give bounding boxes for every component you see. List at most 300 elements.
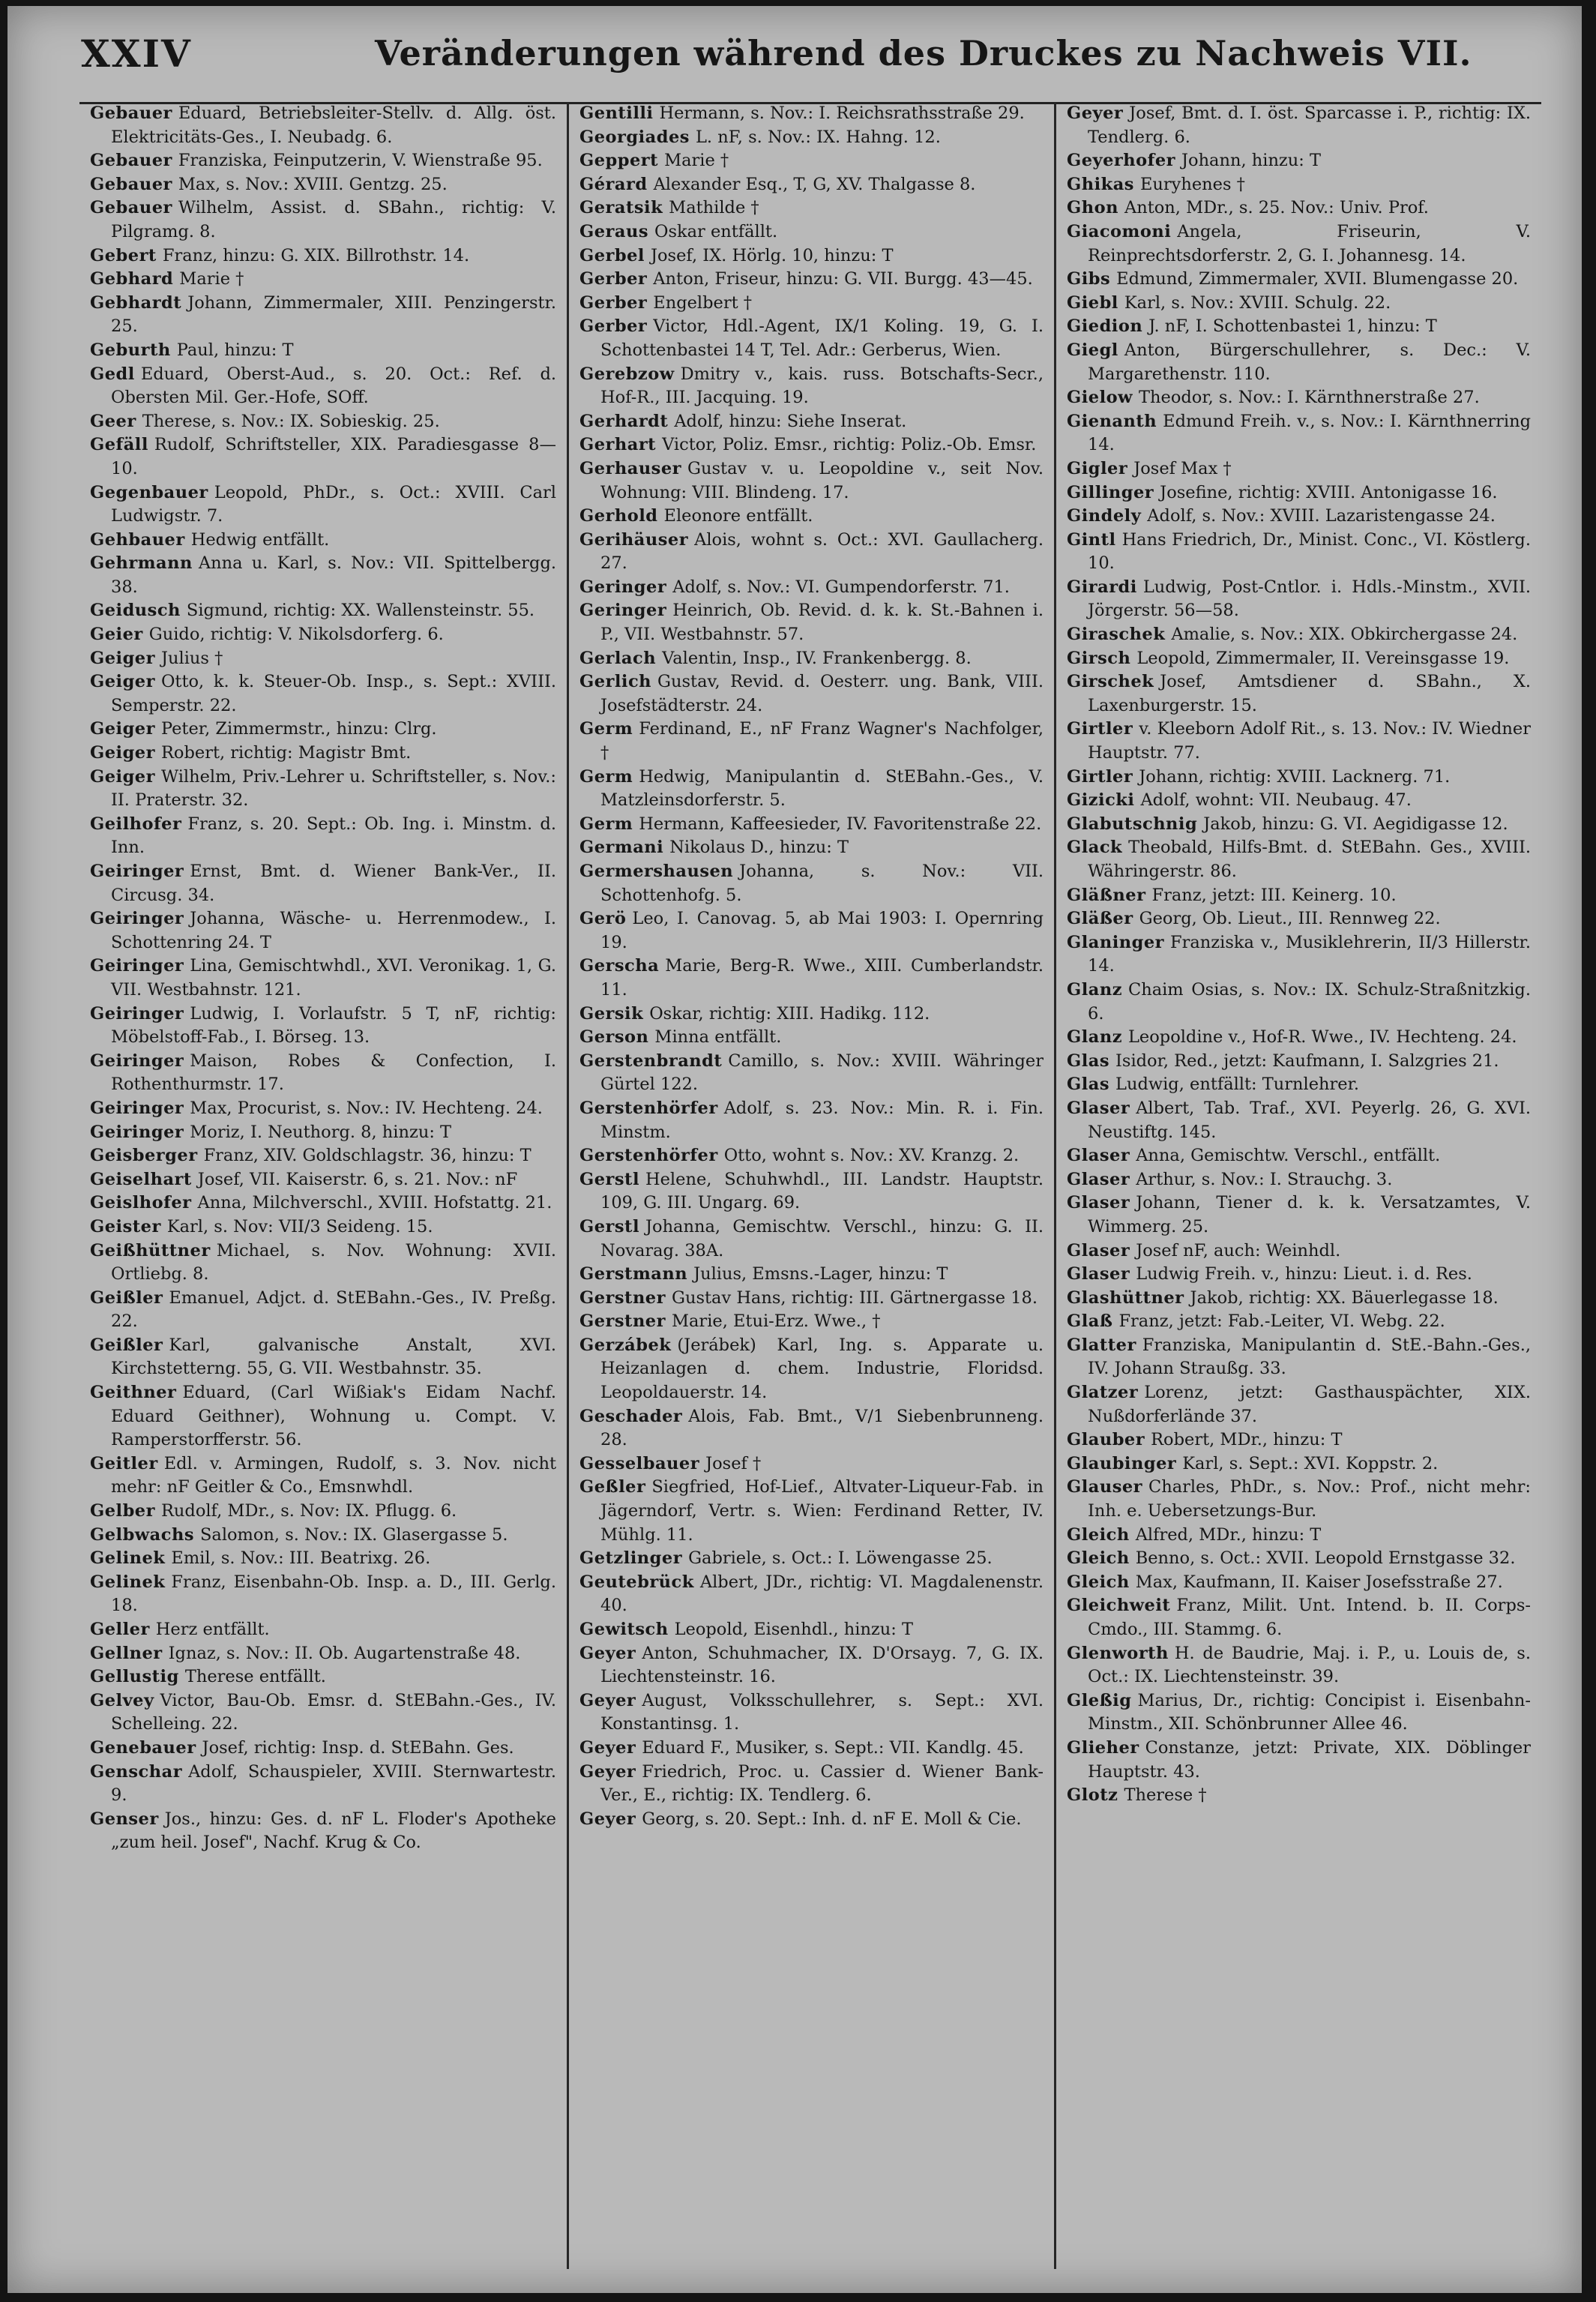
entry-surname: Geyer (1067, 103, 1124, 123)
entry-surname: Geiringer (90, 862, 184, 881)
entry-details: Edmund, Zimmermaler, XVII. Blumengasse 20. (1116, 269, 1519, 289)
entry-surname: Gerebzow (579, 364, 675, 384)
entry-details: Franz, s. 20. Sept.: Ob. Ing. i. Minstm. d. Inn. (111, 814, 556, 858)
directory-entry (1067, 1026, 1531, 1050)
directory-entry (579, 220, 1044, 244)
entry-details: Alois, Fab. Bmt., V/1 Siebenbrunneng. 28. (600, 1406, 1044, 1450)
entry-surname: Gintl (1067, 529, 1116, 550)
directory-entry (1067, 979, 1531, 1026)
entry-details: Oskar entfällt. (654, 221, 778, 241)
entry-surname: Girtler (1067, 766, 1133, 787)
entry-details: Leopold, Eisenhdl., hinzu: T (674, 1620, 914, 1639)
entry-details: Johann, hinzu: T (1181, 151, 1322, 171)
entry-surname: Gentilli (579, 103, 654, 123)
directory-entry (90, 766, 556, 813)
entry-details: Ignaz, s. Nov.: II. Ob. Augartenstraße 48. (168, 1643, 521, 1663)
entry-details: Gustav Hans, richtig: III. Gärtnergasse 18. (671, 1287, 1038, 1308)
directory-entry (579, 1168, 1044, 1215)
entry-details: Josef Max † (1133, 458, 1232, 478)
directory-entry (1067, 386, 1531, 410)
directory-entry (1067, 576, 1531, 623)
directory-entry (1067, 149, 1531, 173)
entry-surname: Geutebrück (579, 1572, 694, 1592)
directory-entry (579, 1097, 1044, 1144)
entry-surname: Geiringer (90, 1122, 184, 1142)
entry-details: Marius, Dr., richtig: Concipist i. Eisenbahn-Minstm., XII. Schönbrunner Allee 46. (1088, 1690, 1531, 1734)
directory-entry (90, 1144, 556, 1168)
entry-surname: Geppert (579, 151, 659, 171)
entry-surname: Gibs (1067, 269, 1111, 289)
directory-entry (579, 1287, 1044, 1311)
entry-surname: Geratsik (579, 198, 663, 218)
entry-surname: Glatter (1067, 1335, 1136, 1355)
entry-details: Wilhelm, Assist. d. SBahn., richtig: V. Pilgramg. 8. (111, 198, 556, 241)
entry-surname: Geiringer (90, 956, 184, 976)
directory-entry (579, 1761, 1044, 1808)
directory-entry (579, 1808, 1044, 1832)
directory-entry (1067, 1524, 1531, 1548)
entry-surname: Geyer (579, 1761, 636, 1782)
entry-surname: Gerson (579, 1027, 649, 1048)
directory-entry (1067, 1452, 1531, 1476)
entry-surname: Gleich (1067, 1572, 1130, 1592)
entry-details: Dmitry v., kais. russ. Botschafts-Secr., Hof-R., III. Jacquing. 19. (600, 364, 1044, 408)
directory-entry (579, 1737, 1044, 1761)
entry-details: Constanze, jetzt: Private, XIX. Döblinger Hauptstr. 43. (1088, 1737, 1531, 1782)
entry-details: Eduard F., Musiker, s. Sept.: VII. Kandlg. 45. (642, 1737, 1024, 1758)
entry-details: Robert, MDr., hinzu: T (1151, 1430, 1343, 1450)
entry-surname: Geißler (90, 1335, 163, 1355)
entry-surname: Gebhard (90, 269, 174, 289)
entry-surname: Gerstner (579, 1311, 666, 1332)
entry-surname: Girtler (1067, 719, 1133, 739)
entry-details: Chaim Osias, s. Nov.: IX. Schulz-Straßnitzkig. 6. (1088, 979, 1531, 1024)
directory-entry (90, 718, 556, 742)
entry-surname: Gebauer (90, 103, 172, 123)
directory-entry (1067, 670, 1531, 718)
entry-details: Robert, richtig: Magistr Bmt. (160, 743, 412, 763)
directory-entry (1067, 766, 1531, 790)
entry-surname: Geringer (579, 601, 667, 621)
entry-surname: Glotz (1067, 1785, 1118, 1806)
entry-surname: Germershausen (579, 862, 734, 881)
entry-details: Minna entfällt. (654, 1027, 782, 1048)
directory-entry (579, 766, 1044, 813)
entry-details: Franziska, Manipulantin d. StE.-Bahn.-Ges., IV. Johann Straußg. 33. (1088, 1335, 1531, 1379)
directory-entry (579, 1452, 1044, 1476)
entry-surname: Gelvey (90, 1690, 154, 1710)
entry-details: Anton, Bürgerschullehrer, s. Dec.: V. Margarethenstr. 110. (1088, 340, 1531, 384)
entry-details: Max, s. Nov.: XVIII. Gentzg. 25. (178, 174, 448, 194)
entry-surname: Geburth (90, 340, 171, 360)
entry-surname: Gerstenhörfer (579, 1146, 718, 1166)
entry-surname: Girardi (1067, 577, 1137, 597)
entry-details: Alexander Esq., T, G, XV. Thalgasse 8. (653, 174, 976, 194)
entry-surname: Gebauer (90, 198, 172, 218)
entry-details: Albert, JDr., richtig: VI. Magdalenenstr. 40. (600, 1572, 1044, 1616)
entry-details: Herz entfällt. (155, 1620, 270, 1639)
entry-surname: Gerhold (579, 506, 658, 526)
entry-details: Adolf, s. Nov.: XVIII. Lazaristengasse 24. (1147, 506, 1496, 526)
entry-details: Josef, IX. Hörlg. 10, hinzu: T (650, 245, 894, 265)
directory-entry (90, 1571, 556, 1618)
entry-details: Paul, hinzu: T (176, 340, 294, 360)
entry-details: Arthur, s. Nov.: I. Strauchg. 3. (1136, 1169, 1393, 1189)
entry-surname: Gindely (1067, 506, 1142, 526)
entry-surname: Giraschek (1067, 625, 1166, 645)
entry-details: Camillo, s. Nov.: XVIII. Währinger Gürtel 122. (600, 1051, 1044, 1095)
directory-entry (90, 1642, 556, 1666)
entry-surname: Glas (1067, 1051, 1110, 1071)
entry-surname: Gerö (579, 909, 627, 929)
entry-details: Benno, s. Oct.: XVII. Leopold Ernstgasse 32. (1135, 1548, 1516, 1569)
entry-surname: Germ (579, 719, 633, 739)
entry-details: Jakob, hinzu: G. VI. Aegidigasse 12. (1203, 814, 1508, 834)
entry-details: Ernst, Bmt. d. Wiener Bank-Ver., II. Circusg. 34. (111, 862, 556, 905)
entry-surname: Germani (579, 838, 664, 858)
entry-surname: Gedl (90, 364, 135, 384)
entry-surname: Geyer (579, 1690, 636, 1710)
directory-entry (1067, 1476, 1531, 1523)
entry-surname: Giebl (1067, 292, 1118, 313)
entry-details: Adolf, s. Nov.: VI. Gumpendorferstr. 71. (672, 577, 1010, 597)
entry-surname: Gerber (579, 269, 648, 289)
entry-surname: Geiger (90, 648, 155, 668)
entry-details: Anton, MDr., s. 25. Nov.: Univ. Prof. (1124, 198, 1429, 218)
column-middle (567, 102, 1054, 2269)
entry-details: Georg, Ob. Lieut., III. Rennweg 22. (1139, 909, 1441, 929)
directory-entry (90, 552, 556, 599)
directory-entry (90, 1097, 556, 1121)
entry-details: Franz, hinzu: G. XIX. Billrothstr. 14. (162, 245, 470, 265)
entry-details: Ludwig Freih. v., hinzu: Lieut. i. d. Res. (1136, 1264, 1472, 1284)
entry-details: Valentin, Insp., IV. Frankenbergg. 8. (662, 648, 972, 668)
entry-details: Adolf, Schauspieler, XVIII. Sternwartestr. 9. (111, 1761, 556, 1806)
entry-surname: Geiringer (90, 1098, 184, 1118)
entry-surname: Genebauer (90, 1737, 196, 1758)
directory-entry (1067, 907, 1531, 931)
directory-entry (579, 1026, 1044, 1050)
directory-entry (1067, 1381, 1531, 1428)
directory-entry (1067, 173, 1531, 197)
entry-surname: Glack (1067, 838, 1123, 858)
entry-details: Anna, Gemischtw. Verschl., entfällt. (1136, 1146, 1441, 1166)
entry-surname: Gelinek (90, 1572, 166, 1592)
entry-surname: Germ (579, 766, 633, 787)
directory-entry (1067, 220, 1531, 268)
directory-entry (579, 1215, 1044, 1263)
entry-surname: Gehrmann (90, 553, 193, 574)
directory-entry (90, 813, 556, 860)
entry-surname: Geithner (90, 1383, 177, 1403)
entry-surname: Glanz (1067, 1027, 1122, 1048)
entry-surname: Geißhüttner (90, 1240, 211, 1260)
entry-details: Helene, Schuhwhdl., III. Landstr. Hauptstr. 109, G. III. Ungarg. 69. (600, 1169, 1044, 1213)
directory-entry (90, 339, 556, 363)
entry-surname: Gersik (579, 1003, 644, 1024)
entry-details: Isidor, Red., jetzt: Kaufmann, I. Salzgries 21. (1115, 1051, 1499, 1071)
directory-entry (90, 244, 556, 268)
entry-details: Georg, s. 20. Sept.: Inh. d. nF E. Moll & Cie. (642, 1809, 1022, 1829)
entry-surname: Geßler (579, 1477, 646, 1497)
entry-surname: Glaninger (1067, 932, 1165, 952)
entry-details: Lina, Gemischtwhdl., XVI. Veronikag. 1, G. VII. Westbahnstr. 121. (111, 956, 556, 1000)
directory-entry (1067, 647, 1531, 671)
entry-surname: Gegenbauer (90, 482, 208, 502)
entry-surname: Geiger (90, 672, 155, 692)
entry-details: Otto, k. k. Steuer-Ob. Insp., s. Sept.: XVIII. Semperstr. 22. (111, 672, 556, 715)
entry-surname: Geller (90, 1620, 150, 1639)
directory-entry (90, 149, 556, 173)
entry-details: Mathilde † (669, 198, 759, 218)
entry-surname: Glatzer (1067, 1383, 1139, 1403)
entry-surname: Glashüttner (1067, 1287, 1184, 1308)
entry-details: Johanna, Gemischtw. Verschl., hinzu: G. II. Novarag. 38A. (600, 1216, 1044, 1260)
entry-surname: Gefäll (90, 435, 148, 455)
entry-surname: Glaser (1067, 1098, 1130, 1118)
entry-surname: Gerlich (579, 672, 652, 692)
entry-surname: Geidusch (90, 601, 181, 621)
entry-details: Maison, Robes & Confection, I. Rothenthurmstr. 17. (111, 1051, 556, 1095)
directory-entry (90, 1381, 556, 1452)
entry-details: Eduard, Betriebsleiter-Stellv. d. Allg. öst. Elektricitäts-Ges., I. Neubadg. 6. (111, 103, 556, 147)
directory-entry (90, 1547, 556, 1571)
entry-details: Siegfried, Hof-Lief., Altvater-Liqueur-Fab. in Jägerndorf, Vertr. s. Wien: Ferdinand Retter, IV. Mühlg. 11. (600, 1477, 1044, 1545)
directory-entry (90, 860, 556, 907)
entry-surname: Gerhauser (579, 458, 682, 478)
directory-entry (90, 1524, 556, 1548)
directory-entry (90, 1003, 556, 1050)
entry-surname: Ghikas (1067, 174, 1134, 194)
entry-surname: Georgiades (579, 127, 690, 147)
directory-entry (90, 1239, 556, 1287)
entry-details: Anton, Friseur, hinzu: G. VII. Burgg. 43—45. (653, 269, 1033, 289)
directory-entry (579, 860, 1044, 907)
entry-surname: Glaser (1067, 1240, 1130, 1260)
entry-surname: Gehbauer (90, 529, 185, 550)
entry-details: Alois, wohnt s. Oct.: XVI. Gaullacherg. 27. (600, 529, 1044, 574)
entry-details: Ferdinand, E., nF Franz Wagner's Nachfolger, † (600, 719, 1044, 763)
directory-entry (90, 1500, 556, 1524)
directory-entry (90, 481, 556, 529)
entry-details: Josef, richtig: Insp. d. StEBahn. Ges. (202, 1737, 514, 1758)
directory-entry (1067, 1310, 1531, 1334)
entry-surname: Gewitsch (579, 1620, 669, 1639)
entry-details: Franz, jetzt: Fab.-Leiter, VI. Webg. 22. (1118, 1311, 1445, 1332)
entry-surname: Gerstner (579, 1287, 666, 1308)
entry-surname: Geiger (90, 766, 155, 787)
directory-entry (579, 1642, 1044, 1689)
directory-entry (1067, 410, 1531, 457)
entry-surname: Geschader (579, 1406, 683, 1426)
directory-entry (1067, 505, 1531, 529)
directory-entry (579, 836, 1044, 860)
directory-entry (90, 268, 556, 292)
directory-entry (579, 1476, 1044, 1547)
directory-entry (90, 742, 556, 766)
entry-surname: Geitler (90, 1453, 158, 1473)
entry-details: Josef † (705, 1453, 762, 1473)
entry-details: Anton, Schuhmacher, IX. D'Orsayg. 7, G. IX. Liechtensteinstr. 16. (600, 1643, 1044, 1687)
entry-details: August, Volksschullehrer, s. Sept.: XVI. Konstantinsg. 1. (600, 1690, 1044, 1734)
directory-entry (579, 576, 1044, 600)
entry-surname: Geyer (579, 1643, 636, 1663)
entry-details: Rudolf, MDr., s. Nov: IX. Pflugg. 6. (160, 1501, 457, 1521)
entry-details: Ludwig, entfällt: Turnlehrer. (1115, 1075, 1360, 1095)
directory-entry (90, 1737, 556, 1761)
entry-details: Karl, s. Sept.: XVI. Koppstr. 2. (1182, 1453, 1439, 1473)
directory-entry (579, 1547, 1044, 1571)
directory-entry (579, 457, 1044, 505)
directory-entry (1067, 623, 1531, 647)
page-header (7, 21, 1582, 96)
running-title: Veränderungen während des Druckes zu Nachweis VII. (375, 33, 1472, 73)
entry-surname: Gellner (90, 1643, 163, 1663)
directory-entry (579, 149, 1044, 173)
directory-entry (90, 1334, 556, 1381)
entry-surname: Geyer (579, 1809, 636, 1829)
entry-details: Max, Procurist, s. Nov.: IV. Hechteng. 24. (190, 1098, 543, 1118)
directory-entry (1067, 1287, 1531, 1311)
entry-details: Josefine, richtig: XVIII. Antonigasse 16. (1160, 482, 1498, 502)
entry-surname: Glaß (1067, 1311, 1113, 1332)
entry-details: L. nF, s. Nov.: IX. Hahng. 12. (695, 127, 941, 147)
entry-surname: Ghon (1067, 198, 1118, 218)
directory-entry (1067, 292, 1531, 316)
directory-entry (90, 433, 556, 481)
entry-details: Eduard, (Carl Wißiak's Eidam Nachf. Eduard Geithner), Wohnung u. Compt. V. Ramperstorfferstr. 56. (111, 1383, 556, 1450)
entry-surname: Gerbel (579, 245, 645, 265)
entry-surname: Geraus (579, 221, 648, 241)
entry-details: Marie † (179, 269, 244, 289)
directory-entry (1067, 1547, 1531, 1571)
entry-surname: Geyer (579, 1737, 636, 1758)
directory-entry (1067, 1263, 1531, 1287)
entry-details: (Jerábek) Karl, Ing. s. Apparate u. Heizanlagen d. chem. Industrie, Floridsd. Leopoldauerstr. 14. (600, 1335, 1044, 1403)
directory-entry (1067, 1737, 1531, 1784)
directory-entry (1067, 529, 1531, 576)
entry-surname: Glaubinger (1067, 1453, 1177, 1473)
entry-details: Victor, Bau-Ob. Emsr. d. StEBahn.-Ges., IV. Schelleing. 22. (111, 1690, 556, 1734)
entry-details: Sigmund, richtig: XX. Wallensteinstr. 55. (186, 601, 535, 621)
entry-details: Victor, Poliz. Emsr., richtig: Poliz.-Ob. Emsr. (662, 435, 1037, 455)
entry-surname: Girschek (1067, 672, 1154, 692)
directory-entry (579, 433, 1044, 457)
directory-entry (1067, 1571, 1531, 1595)
entry-details: Karl, s. Nov.: XVIII. Schulg. 22. (1124, 292, 1391, 313)
entry-details: Angela, Friseurin, V. Reinprechtsdorferstr. 2, G. I. Johannesg. 14. (1088, 221, 1531, 265)
directory-entry (90, 1618, 556, 1642)
directory-entry (90, 1452, 556, 1500)
entry-details: Johann, Zimmermaler, XIII. Penzingerstr. 25. (111, 292, 556, 337)
directory-entry (90, 529, 556, 553)
directory-entry (1067, 1097, 1531, 1144)
directory-entry (90, 623, 556, 647)
directory-entry (1067, 102, 1531, 149)
entry-details: Victor, Hdl.-Agent, IX/1 Koling. 19, G. I. Schottenbastei 14 T, Tel. Adr.: Gerberus, Wien. (600, 316, 1044, 360)
directory-entry (90, 907, 556, 955)
directory-entry (90, 599, 556, 623)
directory-entry (1067, 836, 1531, 883)
entry-surname: Glauber (1067, 1430, 1145, 1450)
entry-surname: Giedion (1067, 316, 1143, 337)
entry-details: Franz, Eisenbahn-Ob. Insp. a. D., III. Gerlg. 18. (111, 1572, 556, 1616)
entry-details: Adolf, s. 23. Nov.: Min. R. i. Fin. Minstm. (600, 1098, 1044, 1142)
directory-entry (1067, 1642, 1531, 1689)
entry-surname: Gerhardt (579, 411, 669, 431)
entry-surname: Genschar (90, 1761, 183, 1782)
entry-details: Hedwig entfällt. (190, 529, 330, 550)
entry-details: J. nF, I. Schottenbastei 1, hinzu: T (1148, 316, 1437, 337)
entry-details: Max, Kaufmann, II. Kaiser Josefsstraße 27. (1135, 1572, 1503, 1592)
entry-details: Jos., hinzu: Ges. d. nF L. Floder's Apotheke „zum heil. Josef", Nachf. Krug & Co. (111, 1809, 556, 1853)
entry-surname: Glaser (1067, 1264, 1130, 1284)
entry-surname: Giacomoni (1067, 221, 1172, 241)
entry-details: Johann, Tiener d. k. k. Versatzamtes, V. Wimmerg. 25. (1088, 1193, 1531, 1236)
entry-details: Franziska, Feinputzerin, V. Wienstraße 95. (178, 151, 543, 171)
entry-details: Gustav v. u. Leopoldine v., seit Nov. Wohnung: VIII. Blindeng. 17. (600, 458, 1044, 502)
directory-entry (90, 292, 556, 339)
entry-details: Gustav, Revid. d. Oesterr. ung. Bank, VIII. Josefstädterstr. 24. (600, 672, 1044, 715)
entry-surname: Glanz (1067, 979, 1122, 1000)
directory-entry (579, 315, 1044, 362)
directory-entry (579, 102, 1044, 126)
entry-details: Leopold, Zimmermaler, II. Vereinsgasse 19. (1136, 648, 1510, 668)
directory-entry (579, 718, 1044, 765)
directory-entry (1067, 789, 1531, 813)
entry-surname: Gebauer (90, 151, 172, 171)
directory-entry (579, 268, 1044, 292)
entry-details: v. Kleeborn Adolf Rit., s. 13. Nov.: IV. Wiedner Hauptstr. 77. (1088, 719, 1531, 763)
directory-entry (90, 955, 556, 1002)
entry-surname: Geiringer (90, 1003, 184, 1024)
entry-details: Therese † (1124, 1785, 1207, 1806)
entry-details: Karl, galvanische Anstalt, XVI. Kirchstetterng. 55, G. VII. Westbahnstr. 35. (111, 1335, 556, 1379)
entry-details: Therese entfällt. (184, 1667, 326, 1687)
entry-details: Adolf, wohnt: VII. Neubaug. 47. (1140, 790, 1412, 811)
entry-surname: Geer (90, 411, 136, 431)
entry-details: Johanna, Wäsche- u. Herrenmodew., I. Schottenring 24. T (111, 909, 556, 952)
directory-entry (1067, 1428, 1531, 1452)
directory-entry (1067, 813, 1531, 837)
entry-surname: Girsch (1067, 648, 1131, 668)
entry-surname: Geiringer (90, 909, 184, 929)
entry-surname: Geißler (90, 1287, 163, 1308)
directory-entry (90, 102, 556, 149)
entry-surname: Gleich (1067, 1548, 1130, 1569)
entry-surname: Glaser (1067, 1146, 1130, 1166)
entry-surname: Gebhardt (90, 292, 182, 313)
entry-details: Anna u. Karl, s. Nov.: VII. Spittelbergg. 38. (111, 553, 556, 597)
directory-entry (579, 1310, 1044, 1334)
entry-details: Julius, Emsns.-Lager, hinzu: T (693, 1264, 948, 1284)
directory-entry (1067, 1191, 1531, 1239)
entry-surname: Gläßer (1067, 909, 1133, 929)
entry-surname: Gerihäuser (579, 529, 689, 550)
entry-surname: Gizicki (1067, 790, 1135, 811)
entry-surname: Geiselhart (90, 1169, 192, 1189)
entry-details: Eduard, Oberst-Aud., s. 20. Oct.: Ref. d. Obersten Mil. Ger.-Hofe, SOff. (111, 364, 556, 408)
entry-details: Wilhelm, Priv.-Lehrer u. Schriftsteller, s. Nov.: II. Praterstr. 32. (111, 766, 556, 811)
entry-details: Oskar, richtig: XIII. Hadikg. 112. (649, 1003, 930, 1024)
entry-details: Josef, VII. Kaiserstr. 6, s. 21. Nov.: nF (197, 1169, 518, 1189)
entry-details: Theodor, s. Nov.: I. Kärnthnerstraße 27. (1139, 388, 1480, 408)
directory-entry (579, 196, 1044, 220)
directory-entry (579, 813, 1044, 837)
entry-details: Michael, s. Nov. Wohnung: XVII. Ortliebg. 8. (111, 1240, 556, 1284)
entry-surname: Gerstenbrandt (579, 1051, 723, 1071)
entry-surname: Geyerhofer (1067, 151, 1175, 171)
